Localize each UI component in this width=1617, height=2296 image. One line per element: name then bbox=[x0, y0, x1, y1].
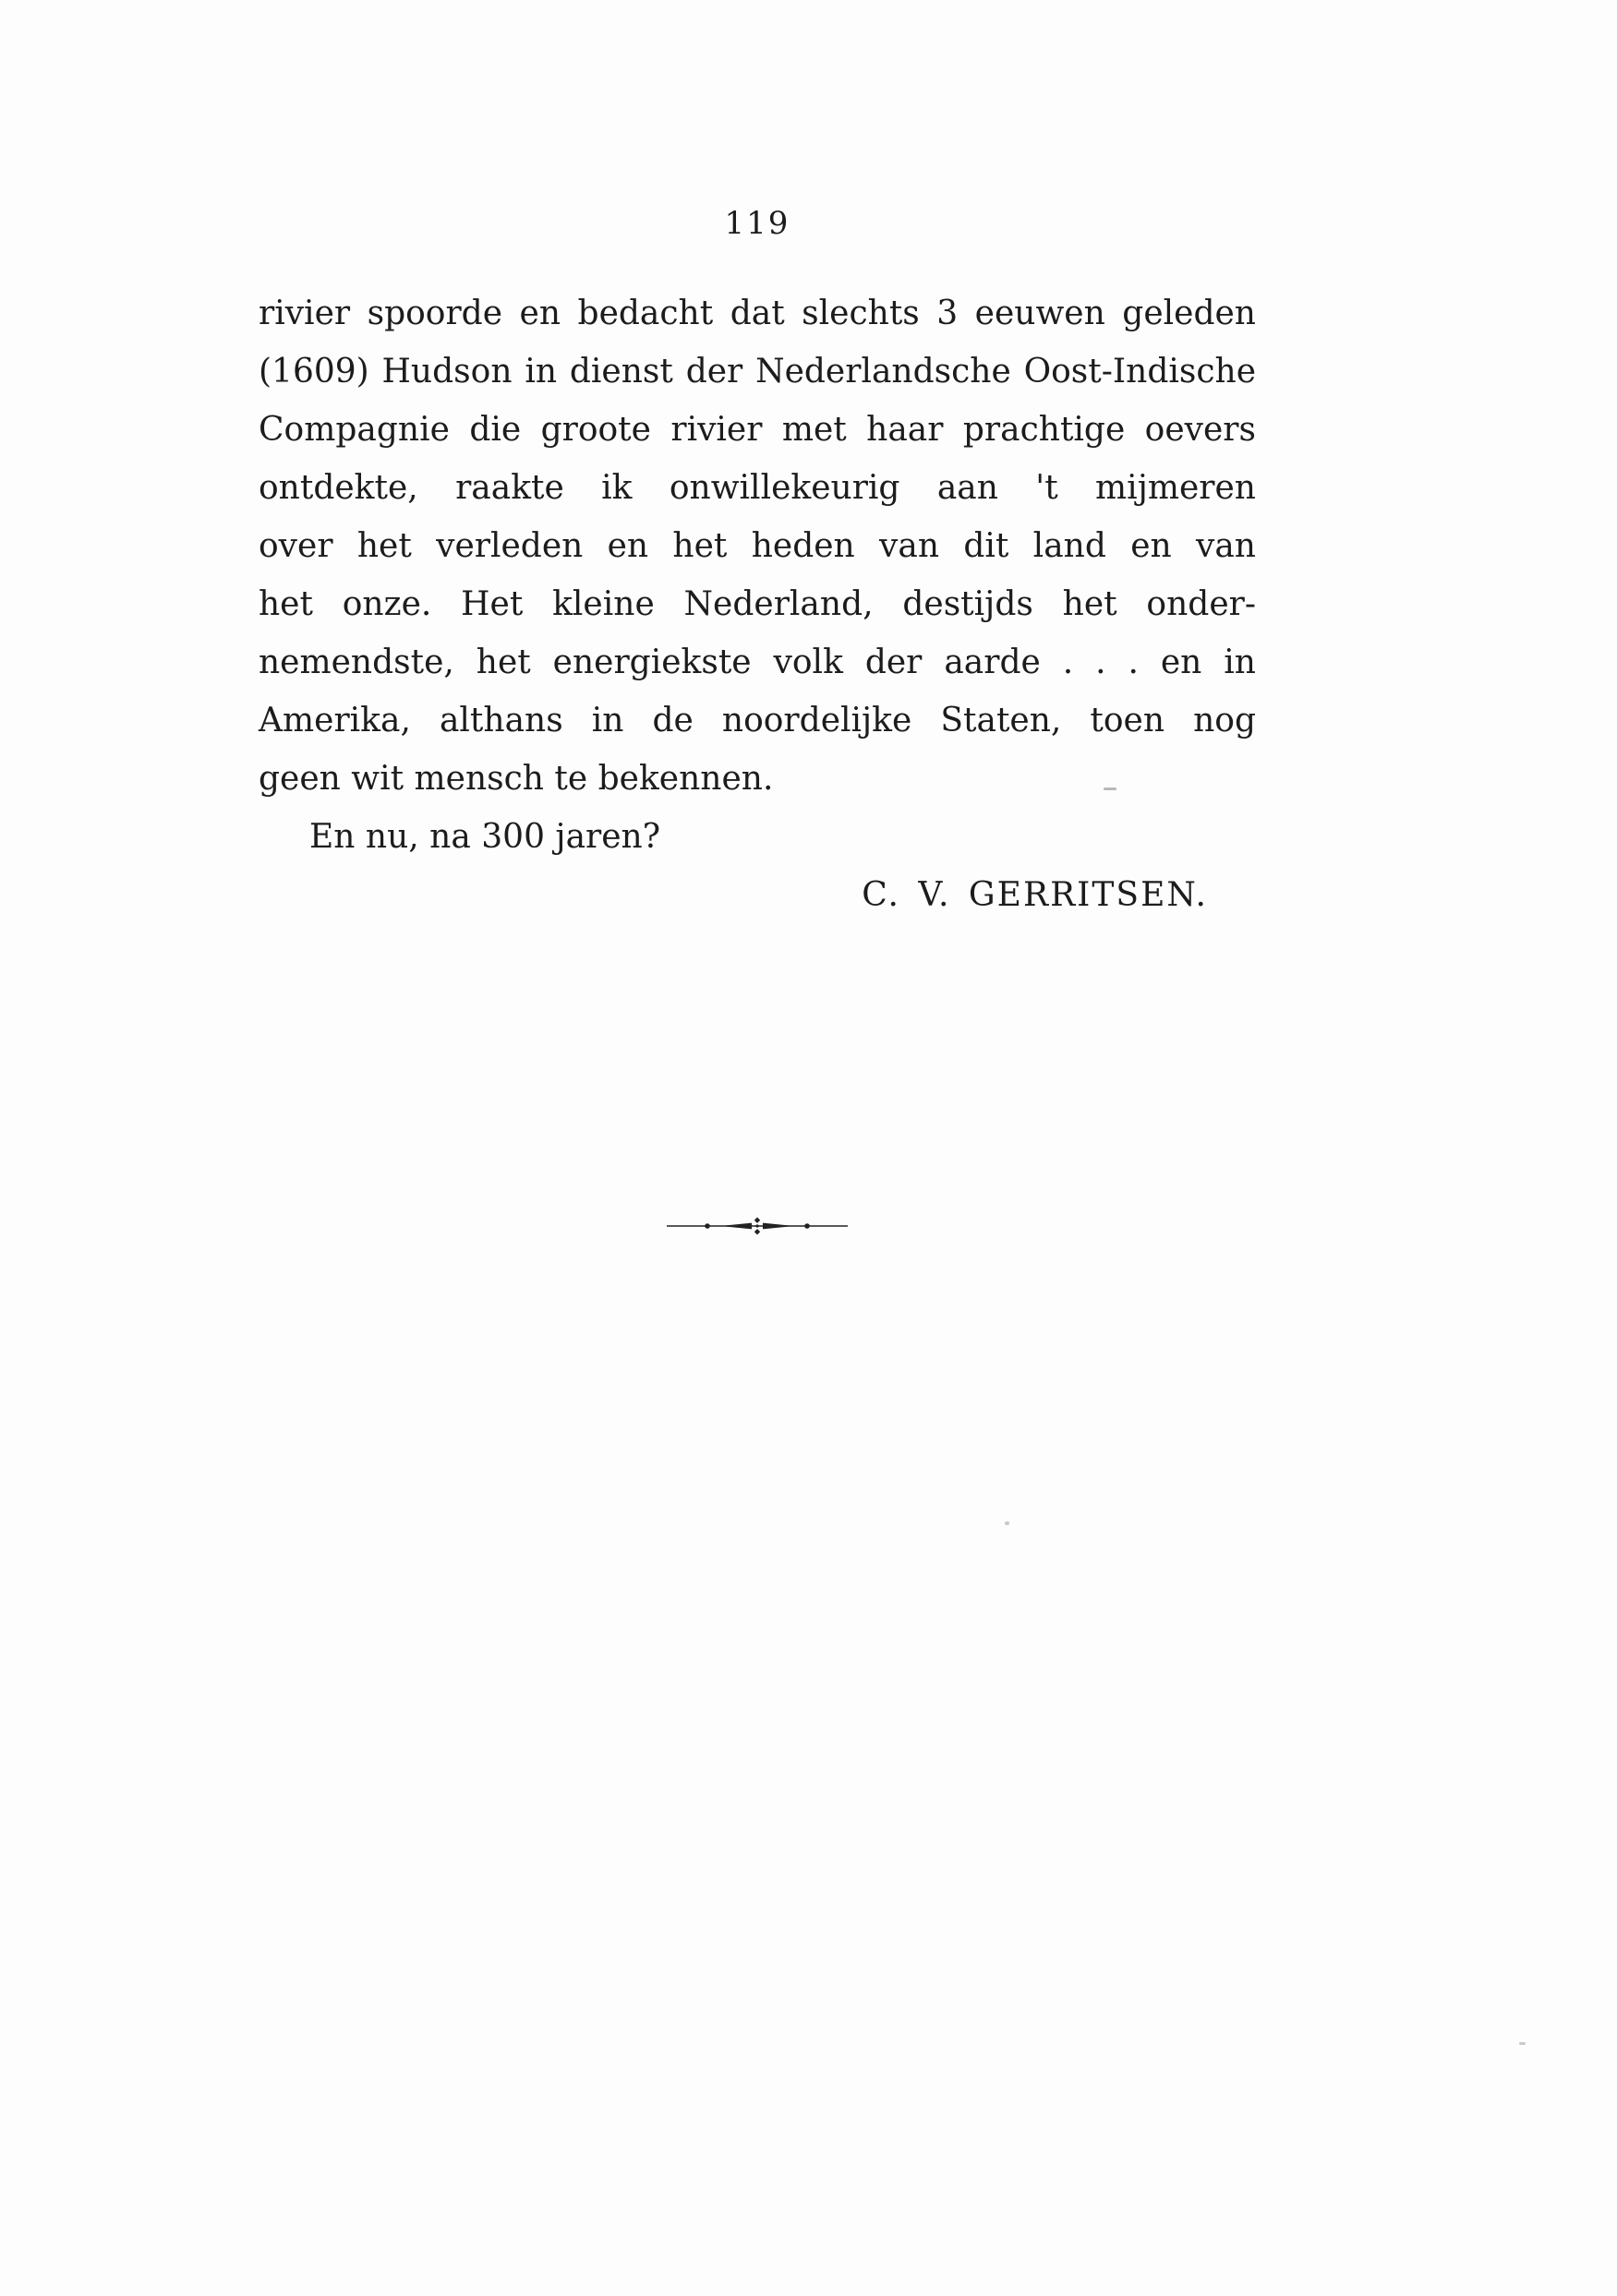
scan-speck bbox=[1519, 2042, 1526, 2045]
page-number: 119 bbox=[724, 205, 790, 242]
text-line: Compagnie die groote rivier met haar prachtige oevers bbox=[259, 411, 1256, 449]
author-signature: C. V. GERRITSEN. bbox=[862, 876, 1208, 914]
divider-ornament-icon bbox=[665, 1214, 850, 1238]
text-line: nemendste, het energiekste volk der aarde . . . en in bbox=[259, 643, 1256, 681]
text-line: rivier spoorde en bedacht dat slechts 3 eeuwen geleden bbox=[259, 295, 1256, 332]
body-text bbox=[259, 284, 1256, 924]
text-line: het onze. Het kleine Nederland, destijds het onder- bbox=[259, 585, 1256, 623]
section-divider bbox=[259, 1214, 1256, 1238]
scan-speck bbox=[1104, 787, 1116, 790]
text-line: (1609) Hudson in dienst der Nederlandsche Oost-Indische bbox=[259, 353, 1256, 391]
text-line: geen wit mensch te bekennen. bbox=[259, 760, 774, 798]
scan-speck bbox=[1005, 1521, 1009, 1525]
text-line: Amerika, althans in de noordelijke Staten, toen nog bbox=[259, 702, 1256, 739]
text-line: over het verleden en het heden van dit land en van bbox=[259, 527, 1256, 565]
closing-question: En nu, na 300 jaren? bbox=[309, 818, 661, 856]
text-line: ontdekte, raakte ik onwillekeurig aan 't mijmeren bbox=[259, 469, 1256, 507]
